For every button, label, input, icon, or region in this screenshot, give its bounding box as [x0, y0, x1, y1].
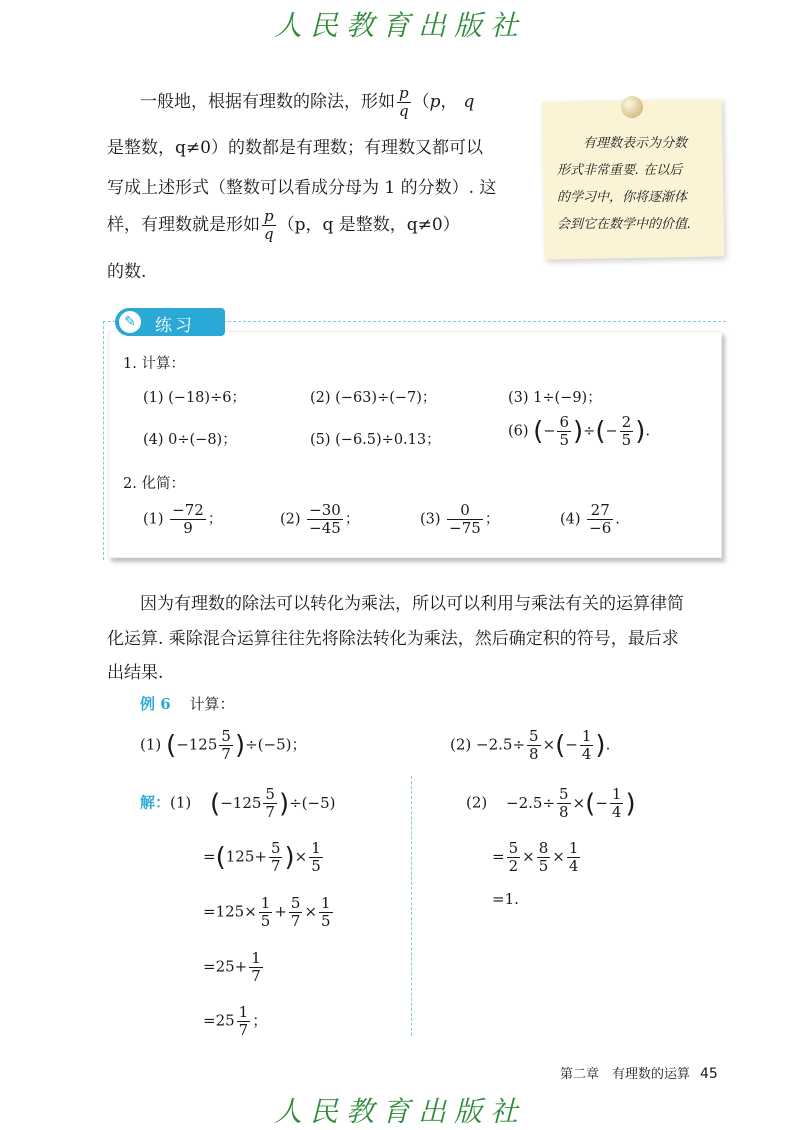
exercise-q1-item-4: (4) 0÷(−8)；	[143, 432, 237, 448]
pencil-icon: ✎	[119, 311, 141, 333]
exercise-title: 练习	[155, 316, 195, 336]
fraction-p-over-q-2: $\frac{p}{q}$	[264, 207, 274, 243]
exercise-q2-label: 2. 化简：	[123, 476, 185, 492]
solution-2-line-1: (2) −2.5÷ $\frac{5}{8}$ ×(− $\frac{1}{4}$ )	[466, 785, 636, 821]
solution-1-line-4: =25+ $\frac{1}{7}$	[203, 949, 261, 985]
example-title: 计算：	[189, 695, 235, 713]
example-heading	[140, 693, 234, 714]
exercise-q1-item-2: (2) (−63)÷(−7)；	[310, 390, 437, 406]
exercise-q1-item-1: (1) (−18)÷6；	[143, 390, 246, 406]
exercise-title-tag	[115, 308, 225, 336]
example-problem-1: (1) (−125 $\frac{5}{7}$ )÷(−5)；	[140, 727, 307, 763]
intro-text: 一般地，根据有理数的除法，形如	[140, 92, 395, 112]
intro-line-1: 一般地，根据有理数的除法，形如 $\frac{p}{q}$ （p， q	[140, 84, 475, 120]
solution-1-line-3: =125× $\frac{1}{5}$ + $\frac{5}{7}$ × $\frac{1}{5}$	[203, 894, 331, 930]
intro-line-3: 写成上述形式（整数可以看成分母为 1 的分数）. 这	[107, 178, 497, 198]
exercise-q1-item-6: (6) (− $\frac{6}{5}$ )÷(− $\frac{2}{5}$ ).	[508, 413, 650, 449]
solution-2-line-2: = $\frac{5}{2}$ × $\frac{8}{5}$ × $\frac{1}{4}$	[492, 839, 579, 875]
exercise-q1-label: 1. 计算：	[123, 356, 185, 372]
body-line-2: 化运算. 乘除混合运算往往先将除法转化为乘法，然后确定积的符号，最后求	[107, 629, 679, 649]
fraction-p-over-q: $\frac{p}{q}$	[399, 84, 409, 120]
solution-1-line-5: =25 $\frac{1}{7}$ ；	[203, 1003, 268, 1039]
body-line-1: 因为有理数的除法可以转化为乘法，所以可以利用与乘法有关的运算律简	[140, 594, 684, 614]
body-line-3: 出结果.	[107, 663, 164, 683]
solution-1-line-2: =(125+ $\frac{5}{7}$ )× $\frac{1}{5}$	[203, 839, 321, 875]
intro-line-4: 样，有理数就是形如 $\frac{p}{q}$ （p，q 是整数，q≠0）	[107, 207, 460, 243]
publisher-logo-top: 人民教育出版社	[273, 9, 526, 42]
solution-label: 解：	[140, 793, 171, 812]
exercise-q2-item-1: (1) $\frac{-72}{9}$ ；	[143, 501, 223, 537]
solution-divider	[411, 776, 412, 1036]
chapter-title: 第二章 有理数的运算	[560, 1067, 691, 1082]
side-note-text: 有理数表示为分数 形式非常重要. 在以后 的学习中，你将逐渐体 会到它在数学中的价值.	[557, 136, 692, 232]
page-footer	[560, 1063, 718, 1082]
exercise-q2-item-3: (3) $\frac{0}{-75}$ ；	[420, 501, 500, 537]
solution-2-line-3: =1.	[492, 890, 519, 908]
example-problem-2: (2) −2.5÷ $\frac{5}{8}$ ×(− $\frac{1}{4}$ ).	[450, 727, 611, 763]
intro-line-2: 是整数，q≠0）的数都是有理数；有理数又都可以	[107, 138, 483, 158]
intro-line-5: 的数.	[107, 262, 147, 282]
exercise-q2-item-4: (4) $\frac{27}{-6}$ .	[560, 501, 620, 537]
solution-1-line-1: 解：(1) (−125 $\frac{5}{7}$ )÷(−5)	[140, 785, 336, 821]
exercise-q1-item-5: (5) (−6.5)÷0.13；	[310, 432, 441, 448]
page-number: 45	[700, 1066, 718, 1082]
pushpin-icon	[621, 96, 643, 118]
publisher-logo-bottom: 人民教育出版社	[273, 1095, 526, 1128]
example-label: 例 6	[140, 695, 171, 713]
exercise-q1-item-3: (3) 1÷(−9)；	[508, 390, 602, 406]
exercise-q2-item-2: (2) $\frac{-30}{-45}$ ；	[280, 501, 360, 537]
